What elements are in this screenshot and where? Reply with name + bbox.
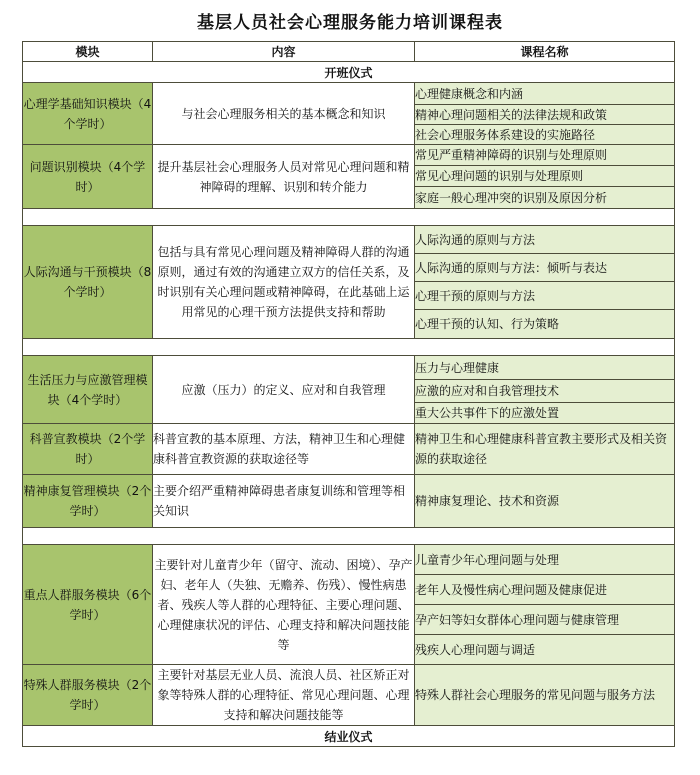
course-cell: 孕产妇等妇女群体心理问题与健康管理 [415, 605, 675, 635]
course-cell: 儿童青少年心理问题与处理 [415, 545, 675, 575]
table-row [23, 545, 675, 575]
content-cell: 主要介绍严重精神障碍患者康复训练和管理等相关知识 [153, 475, 415, 528]
spacer-row [23, 339, 675, 356]
table-row [23, 145, 675, 166]
course-cell: 家庭一般心理冲突的识别及原因分析 [415, 187, 675, 209]
section-closing: 结业仪式 [23, 726, 675, 747]
content-cell: 包括与具有常见心理问题及精神障碍人群的沟通原则，通过有效的沟通建立双方的信任关系，及时识别有关心理问题或精神障碍，在此基础上运用常见的心理干预方法提供支持和帮助 [153, 226, 415, 339]
header-module: 模块 [23, 42, 153, 62]
course-cell: 老年人及慢性病心理问题及健康促进 [415, 575, 675, 605]
module-cell: 特殊人群服务模块（2个学时） [23, 665, 153, 726]
course-cell: 应激的应对和自我管理技术 [415, 380, 675, 403]
course-cell: 重大公共事件下的应激处置 [415, 403, 675, 424]
module-cell: 人际沟通与干预模块（8个学时） [23, 226, 153, 339]
section-opening: 开班仪式 [23, 62, 675, 83]
table-row [23, 356, 675, 380]
content-cell: 与社会心理服务相关的基本概念和知识 [153, 83, 415, 145]
course-cell: 人际沟通的原则与方法 [415, 226, 675, 254]
spacer-cell [23, 209, 675, 226]
module-cell: 科普宣教模块（2个学时） [23, 424, 153, 475]
course-table [22, 41, 675, 747]
course-cell: 心理干预的认知、行为策略 [415, 310, 675, 339]
module-cell: 重点人群服务模块（6个学时） [23, 545, 153, 665]
content-cell: 科普宣教的基本原理、方法，精神卫生和心理健康科普宣教资源的获取途径等 [153, 424, 415, 475]
module-cell: 心理学基础知识模块（4个学时） [23, 83, 153, 145]
table-row [23, 83, 675, 105]
spacer-row [23, 209, 675, 226]
section-row-opening [23, 62, 675, 83]
course-cell: 压力与心理健康 [415, 356, 675, 380]
header-content: 内容 [153, 42, 415, 62]
table-row [23, 226, 675, 254]
content-cell: 应激（压力）的定义、应对和自我管理 [153, 356, 415, 424]
course-cell: 精神康复理论、技术和资源 [415, 475, 675, 528]
module-cell: 生活压力与应激管理模块（4个学时） [23, 356, 153, 424]
course-cell: 常见严重精神障碍的识别与处理原则 [415, 145, 675, 166]
course-cell: 常见心理问题的识别与处理原则 [415, 166, 675, 187]
content-cell: 主要针对基层无业人员、流浪人员、社区矫正对象等特殊人群的心理特征、常见心理问题、心理支持和解决问题技能等 [153, 665, 415, 726]
table-row [23, 475, 675, 528]
course-cell: 精神心理问题相关的法律法规和政策 [415, 105, 675, 125]
module-cell: 问题识别模块（4个学时） [23, 145, 153, 209]
course-cell: 心理健康概念和内涵 [415, 83, 675, 105]
page-title: 基层人员社会心理服务能力培训课程表 [197, 13, 503, 33]
course-cell: 社会心理服务体系建设的实施路径 [415, 125, 675, 145]
course-cell: 精神卫生和心理健康科普宣教主要形式及相关资源的获取途径 [415, 424, 675, 475]
course-cell: 人际沟通的原则与方法：倾听与表达 [415, 254, 675, 282]
section-row-closing [23, 726, 675, 747]
content-cell: 主要针对儿童青少年（留守、流动、困境）、孕产妇、老年人（失独、无赡养、伤残）、慢性病患者、残疾人等人群的心理特征、主要心理问题、心理健康状况的评估、心理支持和解决问题技能等 [153, 545, 415, 665]
spacer-cell [23, 339, 675, 356]
spacer-cell [23, 528, 675, 545]
course-cell: 特殊人群社会心理服务的常见问题与服务方法 [415, 665, 675, 726]
spacer-row [23, 528, 675, 545]
content-cell: 提升基层社会心理服务人员对常见心理问题和精神障碍的理解、识别和转介能力 [153, 145, 415, 209]
header-course: 课程名称 [415, 42, 675, 62]
course-cell: 残疾人心理问题与调适 [415, 635, 675, 665]
table-row [23, 665, 675, 726]
module-cell: 精神康复管理模块（2个学时） [23, 475, 153, 528]
course-cell: 心理干预的原则与方法 [415, 282, 675, 310]
table-row [23, 424, 675, 475]
table-header-row [23, 42, 675, 62]
